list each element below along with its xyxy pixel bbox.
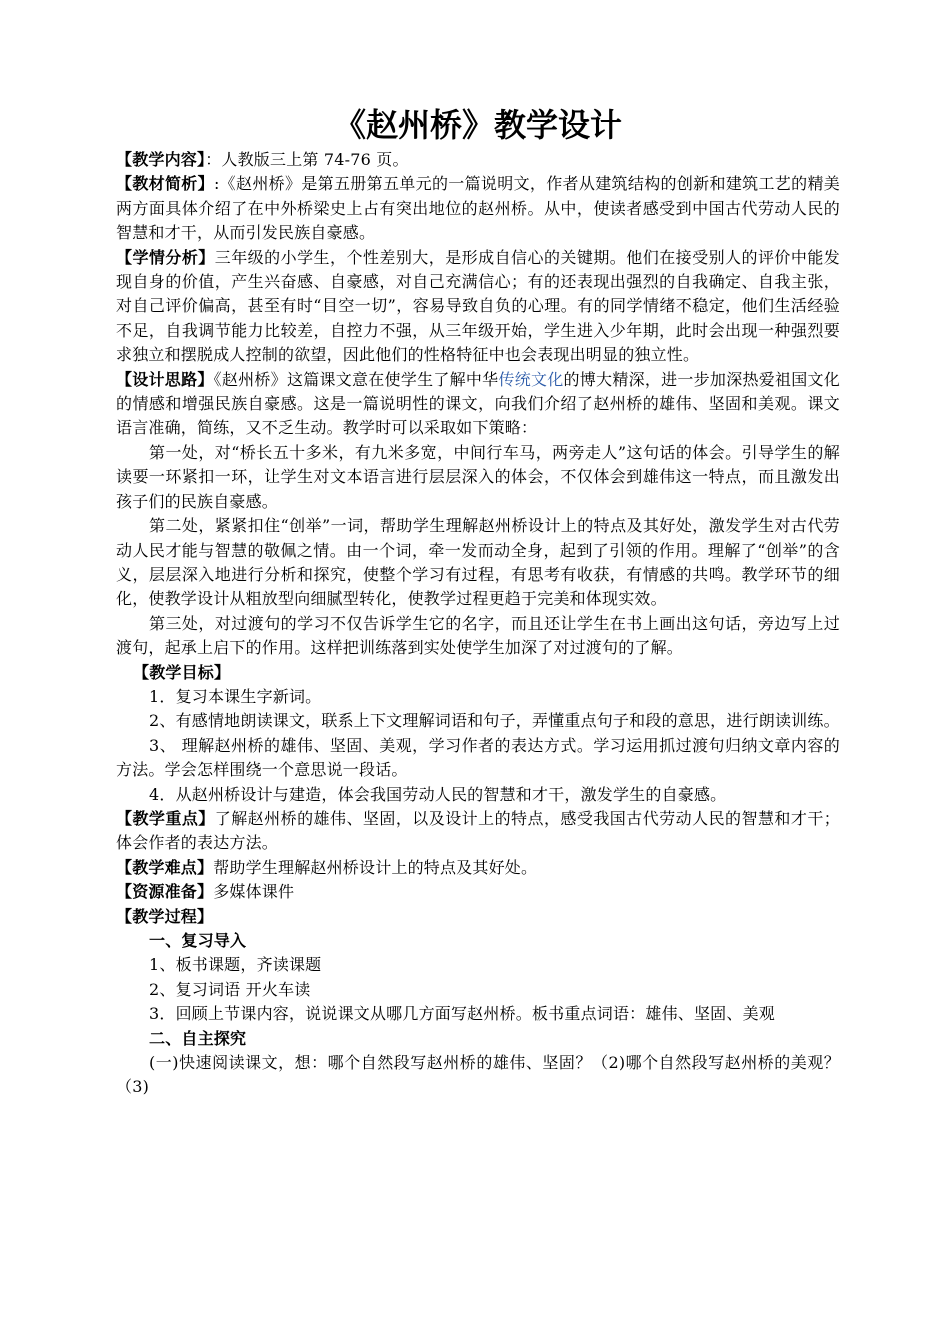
section-label: 【资源准备】 <box>116 882 214 902</box>
document-page <box>116 102 840 1100</box>
culture-link[interactable]: 传统文化 <box>498 369 564 389</box>
section-label: 【教学内容】 <box>116 150 206 169</box>
section-text: 帮助学生理解赵州桥设计上的特点及其好处。 <box>213 857 538 877</box>
section-label: 【教材简析】 <box>116 174 214 194</box>
section-text: 的博大精深，进一步加深热爱祖国文化的情感和增强民族自豪感。这是一篇说明性的课文，向我们介绍了赵州桥的雄伟、坚固和美观。课文语言准确，简练，又不乏生动。教学时可以采取如下策略： <box>116 369 840 438</box>
step-item: 2、复习词语 开火车读 <box>149 979 311 999</box>
section-label: 【教学难点】 <box>116 857 214 877</box>
step-item: (一)快速阅读课文，想：哪个自然段写赵州桥的雄伟、坚固？（2)哪个自然段写赵州桥的美观？（3) <box>116 1053 840 1097</box>
teaching-content <box>116 148 840 172</box>
section-label: 【教学过程】 <box>116 906 214 926</box>
section-label: 【学情分析】 <box>116 247 215 267</box>
goal-item: 3、 理解赵州桥的雄伟、坚固、美观，学习作者的表达方式。学习运用抓过渡句归纳文章内容的方法。学会怎样围绕一个意思说一段话。 <box>116 735 840 780</box>
key-points <box>116 807 840 856</box>
resources <box>116 880 840 904</box>
step-2-title: 二、自主探究 <box>149 1028 247 1048</box>
section-text: :《赵州桥》是第五册第五单元的一篇说明文，作者从建筑结构的创新和建筑工艺的精美两方面具体介绍了在中外桥梁史上占有突出地位的赵州桥。从中，使读者感受到中国古代劳动人民的智慧和才干，从而引发民族自豪感。 <box>116 174 840 243</box>
section-label: 【设计思路】 <box>116 369 214 389</box>
section-text: 多媒体课件 <box>213 882 295 902</box>
section-text: 《赵州桥》这篇课文意在使学生了解中华 <box>213 369 499 389</box>
document-title: 《赵州桥》教学设计 <box>333 106 622 144</box>
section-text: 三年级的小学生，个性差别大，是形成自信心的关键期。他们在接受别人的评价中能发现自身的价值，产生兴奋感、自豪感，对自己充满信心；有的还表现出强烈的自我确定、自我主张，对自己评价偏高，甚至有时“目空一切”，容易导致自负的心理。有的同学情绪不稳定，他们生活经验不足，自我调节能力比较差，自控力不强，从三年级开始，学生进入少年期，此时会出现一种强烈要求独立和摆脱成人控制的欲望，因此他们的性格特征中也会表现出明显的独立性。 <box>116 247 840 365</box>
design-idea <box>116 368 840 441</box>
difficult-points <box>116 856 840 880</box>
step-item: 1、板书课题，齐读课题 <box>149 955 322 975</box>
section-text: ：人教版三上第 74-76 页。 <box>205 150 409 169</box>
step-item: 3．回顾上节课内容，说说课文从哪几方面写赵州桥。板书重点词语：雄伟、坚固、美观 <box>149 1004 775 1024</box>
process-heading <box>116 905 840 929</box>
goal-item: 4．从赵州桥设计与建造，体会我国劳动人民的智慧和才干，激发学生的自豪感。 <box>149 784 727 804</box>
student-analysis <box>116 246 840 368</box>
design-point-1: 第一处，对“桥长五十多米，有九米多宽，中间行车马，两旁走人”这句话的体会。引导学生的解读要一环紧扣一环，让学生对文本语言进行层层深入的体会，不仅体会到雄伟这一特点，而且激发出孩子们的民族自豪感。 <box>116 442 840 511</box>
section-label: 【教学重点】 <box>116 808 215 828</box>
design-point-3: 第三处，对过渡句的学习不仅告诉学生它的名字，而且还让学生在书上画出这句话，旁边写上过渡句，起承上启下的作用。这样把训练落到实处使学生加深了对过渡句的了解。 <box>116 613 840 658</box>
section-text: 了解赵州桥的雄伟、坚固，以及设计上的特点，感受我国古代劳动人民的智慧和才干；体会作者的表达方法。 <box>116 808 840 853</box>
goal-item: 1．复习本课生字新词。 <box>149 686 322 706</box>
goal-item: 2、有感情地朗读课文，联系上下文理解词语和句子，弄懂重点句子和段的意思，进行朗读训练。 <box>149 711 840 731</box>
goals-heading: 【教学目标】 <box>133 662 231 682</box>
design-point-2: 第二处，紧紧扣住“创举”一词，帮助学生理解赵州桥设计上的特点及其好处，激发学生对古代劳动人民才能与智慧的敬佩之情。由一个词，牵一发而动全身，起到了引领的作用。理解了“创举”的含义，层层深入地进行分析和探究，使整个学习有过程，有思考有收获，有情感的共鸣。教学环节的细化，使教学设计从粗放型向细腻型转化，使教学过程更趋于完美和体现实效。 <box>116 516 840 609</box>
material-analysis <box>116 172 840 245</box>
step-1-title: 一、复习导入 <box>149 931 247 950</box>
